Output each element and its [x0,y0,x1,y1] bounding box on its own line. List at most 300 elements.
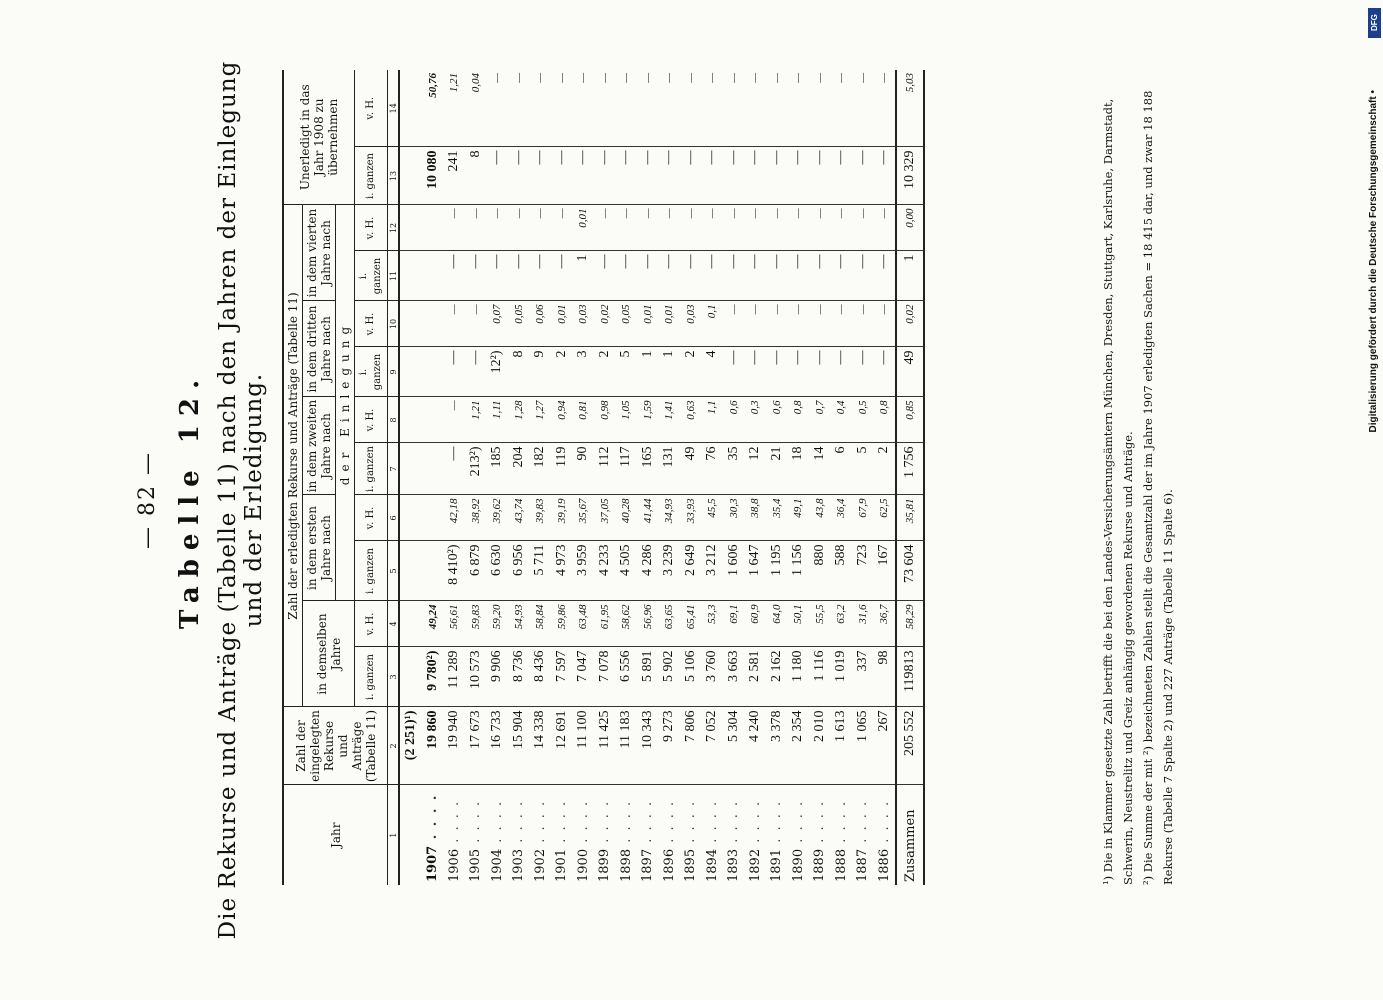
cell-c13: — [551,147,573,205]
cell-c10: — [788,301,810,347]
cell-c3: 5 902 [659,647,681,707]
cell-c8 [422,397,444,443]
table-row: 1906 . . . . 19 940 11 289 56,61 8 410²) 42,18 — — — — — — 241 1,21 [444,70,466,885]
cell-c4: 64,0 [766,601,788,647]
cell-eingelegt: 3 378 [766,707,788,785]
row-year: 1886 [876,848,892,882]
cell-c6: 33,93 [680,495,702,541]
subheader-v-h: v. H. [355,601,388,647]
cell-c12 [422,205,444,251]
cell-c13: — [530,147,552,205]
cell-c5: 1 195 [766,541,788,601]
cell-c5: 880 [809,541,831,601]
header-erledigt-group: Zahl der erledigten Rekurse und Anträge (Tabelle 11) [283,205,303,707]
cell-c11: — [680,251,702,301]
subheader-i-ganzen: i. ganzen [355,347,388,397]
cell-c4: 63,65 [659,601,681,647]
cell-c10: — [831,301,853,347]
row-year: 1887 [855,848,871,882]
cell-c4: 58,62 [616,601,638,647]
cell-eingelegt: 14 338 [530,707,552,785]
cell-c6 [422,495,444,541]
cell-c6: 35,81 [896,495,924,541]
cell-c14: — [551,70,573,147]
row-year: 1897 [640,848,656,882]
table-row: 1890 . . . . 2 354 1 180 50,1 1 156 49,1 18 0,8 — — — — — — [788,70,810,885]
header-ersten: in dem ersten Jahre nach [303,495,336,601]
row-year: 1893 [726,848,742,882]
row-year: 1888 [833,848,849,882]
cell-c14: — [637,70,659,147]
cell-c13: — [702,147,724,205]
cell-c12: — [723,205,745,251]
cell-c7: 6 [831,443,853,495]
subheader-i-ganzen: i. ganzen [355,443,388,495]
cell-c12: — [831,205,853,251]
cell-c13: — [508,147,530,205]
cell-c11: — [788,251,810,301]
cell-c8: 0,6 [766,397,788,443]
cell-c5: 5 711 [530,541,552,601]
cell-c5: 3 239 [659,541,681,601]
row-year: 1907 [425,845,441,882]
column-number: 11 [388,251,400,301]
cell-c3: 2 581 [745,647,767,707]
cell-c11: 1 [573,251,595,301]
cell-c13: 241 [444,147,466,205]
cell-c7: 204 [508,443,530,495]
column-number: 7 [388,443,400,495]
cell-c8: 0,81 [573,397,595,443]
cell-c10: 0,06 [530,301,552,347]
cell-c7: 49 [680,443,702,495]
cell-c3: 3 760 [702,647,724,707]
cell-c11: — [637,251,659,301]
subheader-v-h: v. H. [355,495,388,541]
cell-c11 [422,251,444,301]
cell-c6: 38,8 [745,495,767,541]
cell-c5 [422,541,444,601]
cell-c13: — [637,147,659,205]
cell-eingelegt: 267 [874,707,897,785]
row-year: Zusammen [902,809,918,882]
row-year: 1891 [769,848,785,882]
footnote-2: ²) Die Summe der mit ²) bezeichneten Zahlen stellt die Gesamtzahl der im Jahre 1907 erledigten Sachen = 18 415 dar, und zwar 18 188 Rekurse (Tabelle 7 Spalte 2) und 227 Anträge (Tabelle 11 Spalte 6). [1141,90,1175,885]
cell-c12: — [637,205,659,251]
cell-c12: — [465,205,487,251]
cell-c9: — [852,347,874,397]
cell-c5: 588 [831,541,853,601]
cell-eingelegt: 7 052 [702,707,724,785]
cell-c11: — [487,251,509,301]
cell-c14: — [852,70,874,147]
cell-c13: — [680,147,702,205]
cell-c8: 0,3 [745,397,767,443]
cell-c3: 1 116 [809,647,831,707]
cell-c3: 9 780²) [422,647,444,707]
cell-c13: — [766,147,788,205]
cell-c13: — [788,147,810,205]
cell-c9: — [723,347,745,397]
cell-c7: 119 [551,443,573,495]
cell-c8: 0,94 [551,397,573,443]
cell-c12: 0,00 [896,205,924,251]
cell-c10: — [745,301,767,347]
row-year: 1892 [747,848,763,882]
cell-c3: 1 180 [788,647,810,707]
cell-c4: 59,83 [465,601,487,647]
cell-c9: 12²) [487,347,509,397]
cell-c12: — [487,205,509,251]
cell-c7: 90 [573,443,595,495]
column-number: 12 [388,205,400,251]
row-year: 1889 [812,848,828,882]
cell-c6: 42,18 [444,495,466,541]
cell-c7: 185 [487,443,509,495]
cell-c14: — [573,70,595,147]
cell-c14: — [788,70,810,147]
cell-c8: 1,27 [530,397,552,443]
cell-c13: — [831,147,853,205]
cell-c14: 50,76 [422,70,444,147]
table-row: 1896 . . . . 9 273 5 902 63,65 3 239 34,93 131 1,41 1 0,01 — — — — [659,70,681,885]
table-row: 1889 . . . . 2 010 1 116 55,5 880 43,8 14 0,7 — — — — — — [809,70,831,885]
cell-c5: 3 212 [702,541,724,601]
cell-c14: — [508,70,530,147]
cell-eingelegt: 16 733 [487,707,509,785]
pre-row-eingelegt: (2 251)¹) [399,707,422,785]
cell-c11: — [809,251,831,301]
cell-c14: — [809,70,831,147]
cell-c6: 36,4 [831,495,853,541]
column-number: 1 [388,785,400,885]
cell-c5: 6 956 [508,541,530,601]
table-row [896,70,924,885]
row-year: 1903 [511,848,527,882]
column-number: 13 [388,147,400,205]
cell-c5: 4 233 [594,541,616,601]
cell-c9: — [444,347,466,397]
cell-c4: 69,1 [723,601,745,647]
cell-c4: 36,7 [874,601,897,647]
cell-c4: 63,48 [573,601,595,647]
row-year: 1896 [661,848,677,882]
cell-eingelegt: 2 354 [788,707,810,785]
cell-c3: 98 [874,647,897,707]
cell-c8: 0,8 [788,397,810,443]
cell-c6: 62,5 [874,495,897,541]
cell-c12: — [659,205,681,251]
cell-c8: 1,11 [487,397,509,443]
cell-c11: — [594,251,616,301]
table-row: 1900 . . . . 11 100 7 047 63,48 3 959 35,67 90 0,81 3 0,03 1 0,01 — — [573,70,595,885]
cell-c11: — [745,251,767,301]
cell-c7: 18 [788,443,810,495]
cell-c13: — [659,147,681,205]
cell-c11: — [723,251,745,301]
cell-c5: 1 647 [745,541,767,601]
cell-c9: — [874,347,897,397]
cell-c6: 35,67 [573,495,595,541]
column-number: 14 [388,70,400,147]
row-year: 1890 [790,848,806,882]
table-row: 1905 . . . . 17 673 10 573 59,83 6 879 38,92 213²) 1,21 — — — — 8 0,04 [465,70,487,885]
cell-c5: 8 410²) [444,541,466,601]
cell-c10 [422,301,444,347]
cell-c5: 4 505 [616,541,638,601]
cell-c3: 3 663 [723,647,745,707]
column-number: 10 [388,301,400,347]
cell-c11: — [616,251,638,301]
cell-c4: 53,3 [702,601,724,647]
cell-c5: 6 630 [487,541,509,601]
cell-c10: 0,05 [616,301,638,347]
cell-c12: — [508,205,530,251]
cell-c13: — [852,147,874,205]
dfg-logo: DFG [1368,8,1381,38]
column-number: 6 [388,495,400,541]
cell-c8: 1,1 [702,397,724,443]
column-number: 2 [388,707,400,785]
column-number: 3 [388,647,400,707]
cell-c4: 54,93 [508,601,530,647]
cell-c12: 0,01 [573,205,595,251]
cell-c4: 60,9 [745,601,767,647]
cell-c6: 40,28 [616,495,638,541]
cell-c3: 8 736 [508,647,530,707]
cell-c7 [422,443,444,495]
cell-c5: 1 606 [723,541,745,601]
cell-c7: 131 [659,443,681,495]
cell-c12: — [788,205,810,251]
cell-c6: 67,9 [852,495,874,541]
cell-eingelegt: 11 183 [616,707,638,785]
cell-c11: — [659,251,681,301]
table-row: 1894 . . . . 7 052 3 760 53,3 3 212 45,5 76 1,1 4 0,1 — — — — [702,70,724,885]
cell-c12: — [616,205,638,251]
cell-c7: 2 [874,443,897,495]
cell-c13: — [874,147,897,205]
cell-c7: 1 756 [896,443,924,495]
header-zweiten: in dem zweiten Jahre nach [303,397,336,495]
cell-c10: — [723,301,745,347]
subheader-v-h: v. H. [355,205,388,251]
cell-c13: — [594,147,616,205]
cell-c3: 5 891 [637,647,659,707]
cell-c5: 6 879 [465,541,487,601]
header-derselben: in demselben Jahre [303,601,355,707]
cell-eingelegt: 205 552 [896,707,924,785]
cell-c3: 9 906 [487,647,509,707]
cell-c14: — [594,70,616,147]
footnotes [1098,70,1178,885]
page-number: — 82 — [135,451,160,549]
cell-c12: — [551,205,573,251]
row-year: 1894 [704,848,720,882]
cell-c7: 112 [594,443,616,495]
table-row: 1897 . . . . 10 343 5 891 56,96 4 286 41,44 165 1,59 1 0,01 — — — — [637,70,659,885]
header-jahr: Jahr [283,785,388,885]
cell-c6: 38,92 [465,495,487,541]
table-row: 1902 . . . . 14 338 8 436 58,84 5 711 39,83 182 1,27 9 0,06 — — — — [530,70,552,885]
subheader-v-h: v. H. [355,301,388,347]
cell-c13: — [487,147,509,205]
column-number: 5 [388,541,400,601]
cell-c8: 1,41 [659,397,681,443]
cell-c11: — [444,251,466,301]
cell-c13: — [573,147,595,205]
cell-c4: 58,84 [530,601,552,647]
header-unerledigt: Unerledigt in das Jahr 1908 zu übernehmen [283,70,355,205]
cell-c7: 5 [852,443,874,495]
cell-c9: — [745,347,767,397]
cell-c9: 1 [637,347,659,397]
cell-c9: 8 [508,347,530,397]
cell-eingelegt: 7 806 [680,707,702,785]
cell-c10: — [809,301,831,347]
cell-c12: — [444,205,466,251]
table-row: 1891 . . . . 3 378 2 162 64,0 1 195 35,4 21 0,6 — — — — — — [766,70,788,885]
cell-c12: — [766,205,788,251]
cell-c9: 2 [594,347,616,397]
cell-c11: — [551,251,573,301]
cell-eingelegt: 19 860 [422,707,444,785]
cell-c9: 9 [530,347,552,397]
cell-c9 [422,347,444,397]
cell-c10: — [766,301,788,347]
cell-c11: — [465,251,487,301]
cell-c12: — [594,205,616,251]
cell-c4: 31,6 [852,601,874,647]
cell-c10: 0,07 [487,301,509,347]
cell-eingelegt: 4 240 [745,707,767,785]
cell-c5: 2 649 [680,541,702,601]
cell-c7: 182 [530,443,552,495]
column-number: 8 [388,397,400,443]
cell-c8: 0,4 [831,397,853,443]
cell-c12: — [809,205,831,251]
cell-c8: 0,85 [896,397,924,443]
cell-c3: 2 162 [766,647,788,707]
header-vierten: in dem vierten Jahre nach [303,205,336,301]
side-credit-text: Digitalisierung gefördert durch die Deutsche Forschungsgemeinschaft • [1368,90,1379,433]
row-year: 1902 [532,848,548,882]
cell-c7: 213²) [465,443,487,495]
cell-c5: 3 959 [573,541,595,601]
cell-c10: 0,02 [896,301,924,347]
cell-c5: 167 [874,541,897,601]
footnote-1: ¹) Die in Klammer gesetzte Zahl betrifft die bei den Landes-Versicherungsämtern München, Dresden, Stuttgart, Karlsruhe, Darmstadt, Schwerin, Neustrelitz und Greiz anhängig gewordenen Rekurse und Anträge. [1101,98,1135,885]
cell-c12: — [745,205,767,251]
cell-c13: — [723,147,745,205]
cell-c8: 1,28 [508,397,530,443]
table-row: 1888 . . . . 1 613 1 019 63,2 588 36,4 6 0,4 — — — — — — [831,70,853,885]
cell-eingelegt: 12 691 [551,707,573,785]
cell-c7: — [444,443,466,495]
cell-c4: 59,20 [487,601,509,647]
subheader-v-h: v. H. [355,70,388,147]
cell-c10: — [874,301,897,347]
cell-c9: 5 [616,347,638,397]
cell-c12: — [702,205,724,251]
cell-c11: — [530,251,552,301]
cell-c3: 119813 [896,647,924,707]
cell-c14: — [702,70,724,147]
cell-c8: 1,21 [465,397,487,443]
cell-c10: 0,01 [659,301,681,347]
cell-c9: — [465,347,487,397]
cell-c11: — [702,251,724,301]
cell-c8: 1,05 [616,397,638,443]
cell-c8: 0,7 [809,397,831,443]
cell-c8: — [444,397,466,443]
row-year: 1899 [597,848,613,882]
subheader-i-ganzen: i. ganzen [355,251,388,301]
table-row: 1898 . . . . 11 183 6 556 58,62 4 505 40,28 117 1,05 5 0,05 — — — — [616,70,638,885]
cell-c11: — [766,251,788,301]
table-row: 1892 . . . . 4 240 2 581 60,9 1 647 38,8 12 0,3 — — — — — — [745,70,767,885]
cell-c14: — [745,70,767,147]
cell-c10: 0,05 [508,301,530,347]
cell-c10: — [852,301,874,347]
cell-c14: — [831,70,853,147]
header-eingelegt: Zahl der eingelegten Rekurse und Anträge (Tabelle 11) [283,707,388,785]
table-row: 1895 . . . . 7 806 5 106 65,41 2 649 33,93 49 0,63 2 0,03 — — — — [680,70,702,885]
cell-c4: 56,96 [637,601,659,647]
cell-c14: — [680,70,702,147]
subheader-i-ganzen: i. ganzen [355,541,388,601]
cell-c14: — [766,70,788,147]
row-year: 1905 [468,848,484,882]
cell-c6: 35,4 [766,495,788,541]
cell-c11: — [508,251,530,301]
cell-c7: 165 [637,443,659,495]
cell-eingelegt: 10 343 [637,707,659,785]
cell-c8: 0,8 [874,397,897,443]
cell-eingelegt: 11 425 [594,707,616,785]
cell-c14: — [530,70,552,147]
table-row: 1886 . . . . 267 98 36,7 167 62,5 2 0,8 — — — — — — [874,70,897,885]
cell-c7: 35 [723,443,745,495]
cell-c12: — [680,205,702,251]
cell-c14: — [723,70,745,147]
cell-c14: 0,04 [465,70,487,147]
cell-c6: 41,44 [637,495,659,541]
cell-c6: 43,74 [508,495,530,541]
row-year: 1906 [446,848,462,882]
cell-c14: 1,21 [444,70,466,147]
table-row: 1907 . . . . 19 860 9 780²) 49,24 10 080 50,76 [422,70,444,885]
cell-c9: 49 [896,347,924,397]
cell-c6: 43,8 [809,495,831,541]
cell-c3: 6 556 [616,647,638,707]
cell-eingelegt: 1 065 [852,707,874,785]
cell-c12: — [852,205,874,251]
cell-c6: 49,1 [788,495,810,541]
cell-eingelegt: 19 940 [444,707,466,785]
cell-c9: — [788,347,810,397]
cell-c4: 63,2 [831,601,853,647]
cell-c5: 4 286 [637,541,659,601]
cell-c14: — [874,70,897,147]
cell-c11: — [874,251,897,301]
cell-c6: 37,05 [594,495,616,541]
cell-c10: — [444,301,466,347]
row-year: 1895 [683,848,699,882]
header-einlegung: der Einlegung [336,205,355,601]
cell-c6: 39,83 [530,495,552,541]
cell-c5: 1 156 [788,541,810,601]
